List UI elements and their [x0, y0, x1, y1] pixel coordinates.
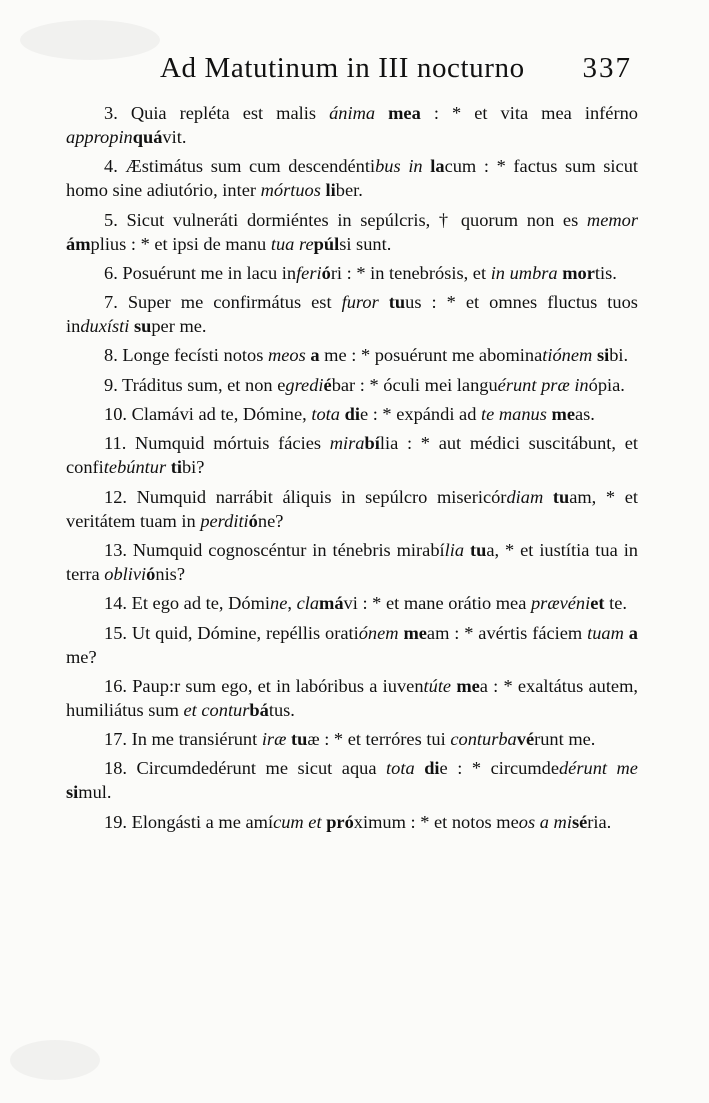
verse-text: us : * et omnes fluctus tuos in	[66, 292, 638, 337]
verse-text: me : * posuérunt me abomina	[319, 345, 543, 366]
bold-text: pró	[326, 811, 354, 832]
italic-text: ónem	[358, 622, 399, 643]
verse-text: bar : * óculi mei langu	[331, 374, 498, 395]
bold-text: quá	[132, 127, 163, 147]
bold-text: si	[596, 345, 610, 366]
verse-19	[66, 810, 638, 834]
italic-text: bus	[375, 156, 401, 177]
italic-text: memor	[586, 209, 638, 230]
verse-text: ria.	[587, 811, 612, 832]
bold-text: mor	[562, 262, 595, 283]
verse-13	[66, 538, 638, 586]
italic-text: mórtuos	[260, 180, 321, 201]
verse-text: mul.	[78, 782, 112, 803]
verse-text	[375, 103, 388, 123]
verse-text: ximum : * et notos me	[353, 811, 519, 832]
italic-text: in	[408, 156, 423, 177]
italic-text: iræ	[261, 729, 287, 750]
verse-text: me?	[66, 646, 97, 667]
italic-text: me	[616, 758, 638, 779]
italic-text: perditi	[200, 510, 249, 531]
italic-text: conturba	[450, 729, 517, 750]
verse-text: a, * et iustítia tua in terra	[66, 539, 638, 584]
verse-5	[66, 208, 638, 256]
bold-text: tu	[388, 292, 406, 313]
italic-text: tota	[386, 758, 415, 779]
verse-text: 16. Paup:r sum ego, et in labóribus a iuven	[104, 675, 424, 696]
italic-text: dérunt	[558, 758, 607, 779]
italic-text: tua	[270, 233, 295, 254]
italic-text: re	[298, 233, 314, 254]
italic-text: mira	[329, 433, 365, 454]
verse-text: am, * et veritátem tuam in	[66, 486, 638, 531]
verse-text: tis.	[594, 262, 617, 283]
verse-text: tus.	[268, 699, 295, 720]
bold-text: di	[424, 758, 440, 779]
bold-text: me	[551, 404, 575, 425]
verse-text	[607, 758, 617, 778]
italic-text: mi	[553, 811, 572, 832]
verse-text: 11. Numquid mórtuis fácies	[104, 433, 330, 454]
bold-text: mea	[388, 103, 421, 123]
bold-text: tu	[469, 539, 487, 560]
verse-text: 18. Circumdedérunt me sicut aqua	[104, 758, 387, 779]
bold-text: su	[133, 316, 152, 337]
verse-text: 8. Longe fecísti notos	[104, 345, 268, 366]
bold-text: ó	[248, 510, 258, 531]
italic-text: cum et	[273, 811, 322, 832]
verse-text: æ : * et terróres tui	[307, 729, 451, 750]
bold-text: me	[403, 622, 427, 643]
verse-text: 15. Ut quid, Dómine, repéllis orati	[104, 622, 359, 643]
verse-text: vit.	[162, 127, 187, 147]
italic-text: túte	[423, 675, 452, 696]
verse-text: ópia.	[588, 374, 625, 395]
verse-text: 10. Clamávi ad te, Dómine,	[104, 404, 312, 425]
verse-text: si sunt.	[339, 233, 392, 254]
bold-text: si	[66, 782, 79, 803]
verse-text: 12. Numquid narrábit áliquis in sepúlcro misericór	[104, 486, 507, 507]
verse-text: 4. Æstimátus sum cum descendénti	[104, 156, 376, 177]
verse-text: 6. Posuérunt me in lacu in	[104, 262, 297, 283]
page-smudge	[10, 1040, 100, 1080]
bold-text: ám	[66, 233, 91, 254]
verse-text: vi : * et mane orátio mea	[343, 593, 531, 614]
verse-text: 9. Tráditus sum, et non e	[104, 374, 286, 395]
verse-text: am : * avértis fáciem	[426, 622, 588, 643]
italic-text: feri	[296, 262, 322, 283]
italic-text: os a	[518, 811, 549, 832]
bold-text: et	[590, 593, 605, 614]
verse-text: ,	[287, 593, 297, 614]
bold-text: vé	[516, 729, 535, 750]
verse-17	[66, 727, 638, 751]
italic-text: tuam	[587, 622, 624, 643]
verse-14	[66, 591, 638, 615]
italic-text: te manus	[480, 404, 547, 425]
bold-text: tu	[552, 486, 570, 507]
italic-text: cla	[296, 593, 320, 614]
verse-11	[66, 431, 638, 479]
verse-15	[66, 621, 638, 669]
verse-3	[66, 101, 638, 149]
bold-text: ó	[321, 262, 331, 283]
italic-text: oblivi	[104, 563, 147, 584]
verse-text: nis?	[155, 563, 185, 584]
verse-16	[66, 674, 638, 722]
verse-9	[66, 373, 638, 397]
verse-18	[66, 756, 638, 804]
verse-text: e : * circumde	[439, 758, 559, 779]
italic-text: lia	[444, 539, 465, 560]
bold-text: bí	[364, 433, 380, 454]
verse-text: 13. Numquid cognoscéntur in ténebris mirabí	[104, 539, 445, 560]
verse-text: as.	[574, 404, 595, 425]
header-title: Ad Matutinum in III nocturno	[160, 52, 525, 84]
verse-text: ne?	[257, 510, 284, 531]
verse-text: e : * expándi ad	[359, 404, 481, 425]
bold-text: di	[344, 404, 360, 425]
verse-text	[415, 758, 425, 778]
bold-text: é	[323, 374, 332, 395]
verse-text: ber.	[335, 180, 363, 201]
bold-text: a	[310, 345, 320, 366]
verse-7	[66, 290, 638, 338]
italic-text: tebúntur	[103, 457, 167, 478]
italic-text: in umbra	[490, 262, 558, 283]
page-number: 337	[582, 52, 632, 84]
italic-text: diam	[506, 486, 544, 507]
verse-text	[379, 292, 389, 312]
italic-text: ne	[270, 593, 288, 614]
verse-text	[543, 487, 553, 507]
italic-text: furor	[341, 292, 379, 313]
italic-text: tiónem	[542, 345, 593, 366]
verse-text: runt me.	[534, 729, 596, 750]
running-header	[160, 52, 640, 96]
verse-10	[66, 402, 638, 426]
italic-text: gredi	[285, 374, 324, 395]
verse-text: 3. Quia repléta est malis	[104, 103, 330, 123]
italic-text: tota	[311, 404, 340, 425]
verse-text: ri : * in tenebrósis, et	[330, 262, 491, 283]
bold-text: me	[456, 675, 480, 696]
italic-text: et contur	[183, 699, 250, 720]
verse-text: 17. In me transiérunt	[104, 729, 262, 750]
bold-text: má	[319, 593, 344, 614]
italic-text: érunt	[497, 374, 537, 395]
verse-6	[66, 261, 638, 285]
bold-text: ti	[170, 457, 182, 478]
psalm-verses	[66, 101, 638, 839]
italic-text: duxísti	[80, 316, 130, 337]
verse-text: plius : * et ipsi de manu	[90, 233, 271, 254]
verse-text: per me.	[151, 316, 207, 337]
verse-text: te.	[604, 593, 627, 614]
italic-text: ánima	[329, 103, 376, 123]
page-smudge	[20, 20, 160, 60]
italic-text: præ in	[541, 374, 589, 395]
verse-text: 19. Elongásti a me amí	[104, 811, 274, 832]
verse-text: a : * exaltátus autem, humiliátus sum	[66, 675, 638, 720]
verse-8	[66, 343, 638, 367]
italic-text: prævéni	[530, 593, 591, 614]
verse-text: 7. Super me confirmátus est	[104, 292, 342, 313]
verse-text: bi?	[181, 457, 205, 478]
verse-4	[66, 154, 638, 202]
italic-text: meos	[267, 345, 306, 366]
verse-text: cum : * factus sum sicut homo sine adiutório, inter	[66, 156, 638, 201]
bold-text: li	[325, 180, 336, 201]
verse-text: bi.	[609, 345, 629, 366]
italic-text: appropin	[66, 127, 133, 147]
bold-text: bá	[249, 699, 269, 720]
verse-text: lia : * aut médici suscitábunt, et confi	[66, 433, 638, 478]
verse-12	[66, 485, 638, 533]
verse-text: 14. Et ego ad te, Dómi	[104, 593, 270, 614]
bold-text: púl	[313, 233, 340, 254]
verse-text: : * et vita mea inférno	[420, 103, 638, 123]
bold-text: tu	[290, 729, 308, 750]
bold-text: la	[430, 156, 445, 177]
verse-text: 5. Sicut vulneráti dormiéntes in sepúlcris, † quorum non es	[104, 209, 587, 230]
bold-text: a	[628, 622, 638, 643]
bold-text: sé	[571, 811, 588, 832]
bold-text: ó	[146, 563, 156, 584]
